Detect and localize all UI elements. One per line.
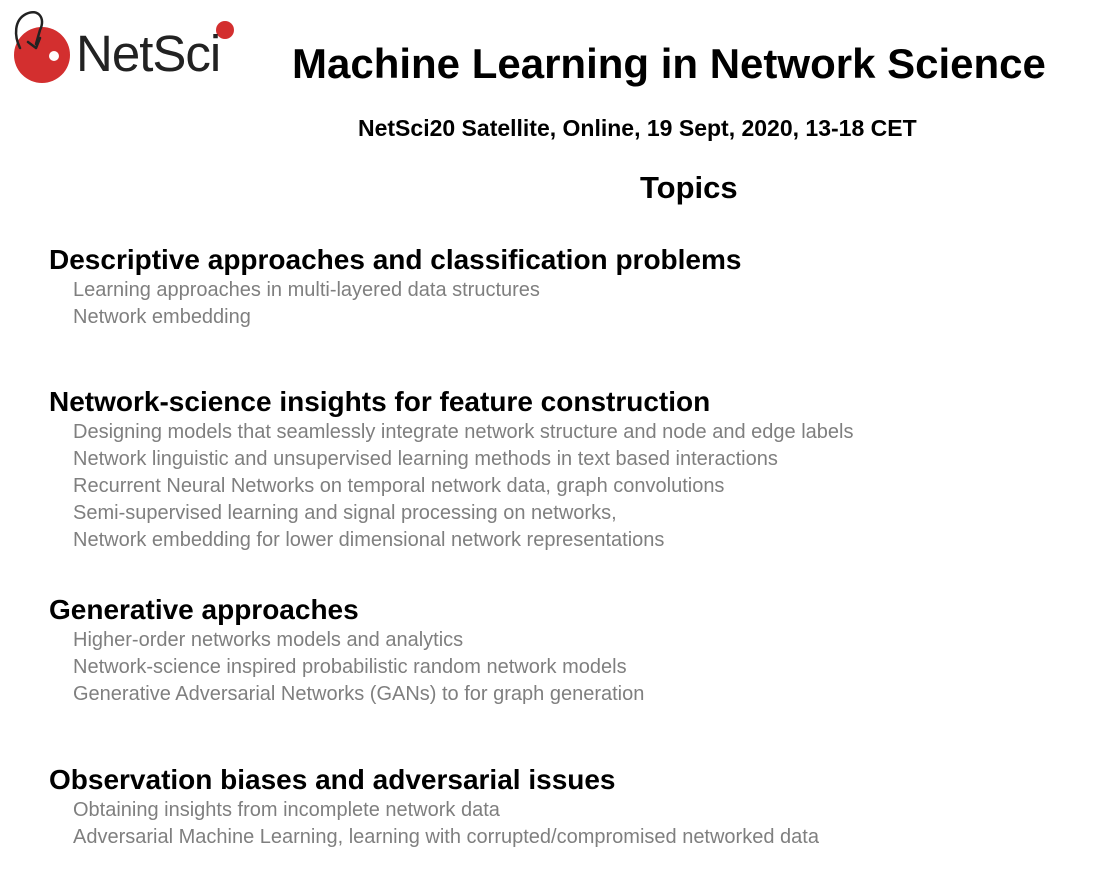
section-title: Descriptive approaches and classification problems — [49, 244, 742, 275]
section-items — [49, 627, 644, 708]
topic-item: Obtaining insights from incomplete network data — [73, 799, 500, 821]
topic-section-feature-construction — [49, 385, 853, 554]
topic-item: Network embedding for lower dimensional network representations — [73, 529, 665, 551]
topic-section-observation-biases — [49, 763, 819, 851]
topic-item: Network linguistic and unsupervised learning methods in text based interactions — [73, 448, 778, 470]
topic-item: Semi-supervised learning and signal processing on networks, — [73, 502, 617, 524]
topics-heading: Topics — [640, 170, 738, 205]
topic-item: Designing models that seamlessly integrate network structure and node and edge labels — [73, 421, 854, 443]
topic-item: Generative Adversarial Networks (GANs) to for graph generation — [73, 683, 645, 705]
topic-item: Learning approaches in multi-layered data structures — [73, 279, 540, 301]
section-items — [49, 277, 741, 331]
logo-wordmark: NetSci — [76, 25, 221, 82]
section-title: Observation biases and adversarial issues — [49, 764, 616, 795]
topic-section-generative — [49, 593, 644, 708]
topic-item: Recurrent Neural Networks on temporal network data, graph convolutions — [73, 475, 725, 497]
section-title: Network-science insights for feature construction — [49, 386, 711, 417]
topic-item: Network embedding — [73, 306, 251, 328]
section-title: Generative approaches — [49, 594, 359, 625]
netsci-logo — [8, 8, 240, 88]
topic-item: Network-science inspired probabilistic random network models — [73, 656, 627, 678]
topic-item: Adversarial Machine Learning, learning with corrupted/compromised networked data — [73, 826, 819, 848]
topic-section-descriptive — [49, 243, 741, 331]
event-subtitle: NetSci20 Satellite, Online, 19 Sept, 2020, 13-18 CET — [358, 115, 917, 141]
page-title: Machine Learning in Network Science — [292, 40, 1046, 87]
section-items — [49, 797, 819, 851]
section-items — [49, 419, 853, 554]
topic-item: Higher-order networks models and analytics — [73, 629, 464, 651]
